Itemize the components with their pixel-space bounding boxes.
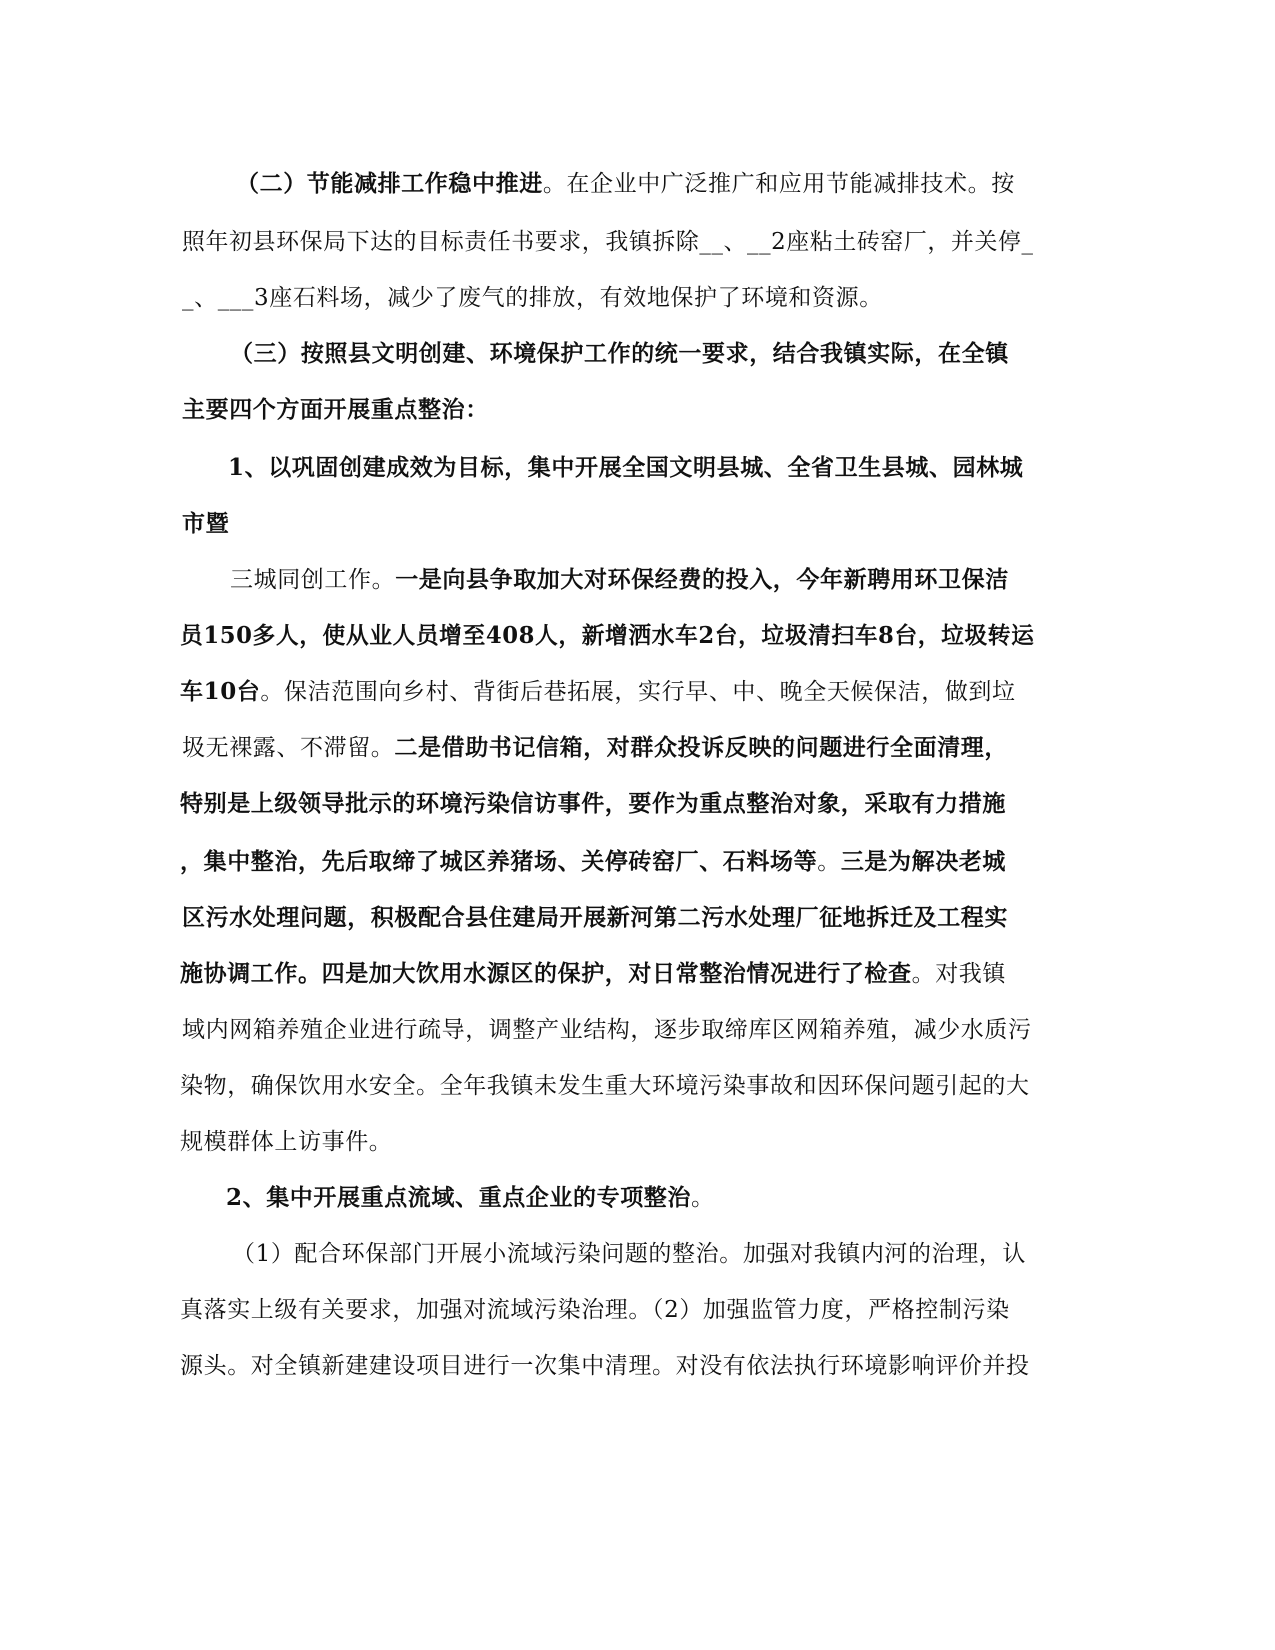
text-segment: 三城同创工作。	[230, 567, 396, 593]
text-line	[180, 788, 1006, 820]
text-segment: 2、集中开展重点流域、重点企业的专项整治	[226, 1184, 692, 1211]
text-segment: 区污水处理问题，积极配合县住建局开展新河第二污水处理厂征地拆迁及工程实	[182, 904, 1008, 931]
text-segment: （二）节能减排工作稳中推进	[236, 170, 543, 197]
text-segment: 规模群体上访事件。	[180, 1129, 393, 1155]
text-line	[230, 338, 1009, 370]
text-line	[230, 564, 1009, 596]
text-segment: 二是借助书记信箱，对群众投诉反映的问题进行全面清理，	[394, 734, 1009, 761]
text-segment: 。	[817, 849, 841, 875]
text-segment: 主要四个方面开展重点整治：	[182, 396, 489, 423]
text-line	[180, 1350, 1030, 1382]
text-line	[180, 676, 1016, 708]
text-line	[182, 732, 1008, 764]
text-segment: _、___3座石料场，减少了废气的排放，有效地保护了环境和资源。	[182, 285, 883, 311]
text-segment: 三是为解决老城	[840, 848, 1007, 875]
text-line	[180, 1070, 1030, 1102]
text-segment: 。	[691, 1185, 715, 1211]
text-segment: 员150多人，使从业人员增至408人，新增洒水车2台，垃圾清扫车8台，垃圾转运	[180, 622, 1035, 649]
text-line	[182, 394, 489, 426]
text-segment: 照年初县环保局下达的目标责任书要求，我镇拆除__、__2座粘土砖窑厂，并关停_	[182, 229, 1034, 255]
text-segment: 特别是上级领导批示的环境污染信访事件，要作为重点整治对象，采取有力措施	[180, 790, 1006, 817]
text-segment: ，集中整治，先后取缔了城区养猪场、关停砖窑厂、石料场等	[180, 848, 818, 875]
text-segment: 。在企业中广泛推广和应用节能减排技术。按	[542, 171, 1015, 197]
text-line	[180, 620, 1034, 652]
text-segment: 1、以巩固创建成效为目标，集中开展全国文明县城、全省卫生县城、园林城	[228, 454, 1024, 481]
text-segment: 域内网箱养殖企业进行疏导，调整产业结构，逐步取缔库区网箱养殖，减少水质污	[182, 1017, 1032, 1043]
text-segment: 。对我镇	[911, 961, 1007, 987]
text-line	[182, 226, 1034, 258]
text-line	[182, 282, 883, 314]
text-line	[180, 846, 1006, 878]
text-line	[180, 1126, 392, 1158]
text-line	[236, 168, 1015, 200]
text-line	[232, 1238, 1026, 1270]
text-segment: （1）配合环保部门开展小流域污染问题的整治。加强对我镇内河的治理，认	[232, 1241, 1027, 1267]
text-segment: （三）按照县文明创建、环境保护工作的统一要求，结合我镇实际，在全镇	[230, 340, 1009, 367]
text-line	[180, 958, 1006, 990]
text-line	[226, 1182, 715, 1214]
text-line	[182, 902, 1008, 934]
text-segment: 圾无裸露、不滞留。	[182, 735, 395, 761]
text-segment: 染物，确保饮用水安全。全年我镇未发生重大环境污染事故和因环保问题引起的大	[180, 1073, 1030, 1099]
text-segment: 车10台	[180, 678, 261, 705]
text-segment: 一是向县争取加大对环保经费的投入，今年新聘用环卫保洁	[395, 566, 1009, 593]
text-segment: 施协调工作。四是加大饮用水源区的保护，对日常整治情况进行了检查	[180, 960, 912, 987]
text-line	[228, 452, 1023, 484]
text-segment: 真落实上级有关要求，加强对流域污染治理。（2）加强监管力度，严格控制污染	[180, 1297, 1010, 1323]
text-segment: 源头。对全镇新建建设项目进行一次集中清理。对没有依法执行环境影响评价并投	[180, 1353, 1030, 1379]
text-line	[182, 1014, 1032, 1046]
text-line	[180, 1294, 1010, 1326]
text-segment: 市暨	[182, 510, 230, 537]
text-segment: 。保洁范围向乡村、背街后巷拓展，实行早、中、晚全天候保洁，做到垃	[260, 679, 1016, 705]
text-line	[182, 508, 229, 540]
